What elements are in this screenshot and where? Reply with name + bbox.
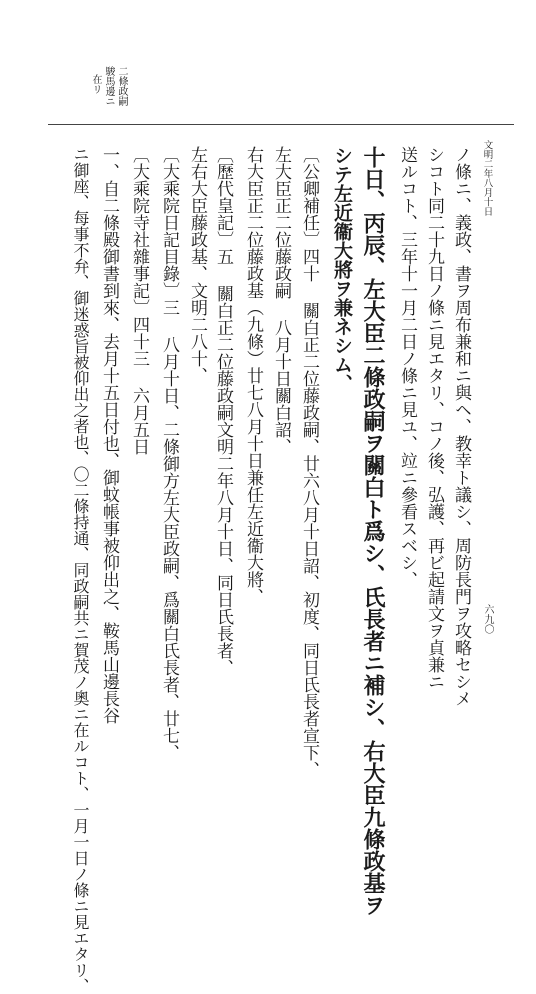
text-column-9: 〔歷代皇記〕五 關白正二位藤政嗣文明二年八月十日、同日氏長者、 xyxy=(213,146,233,676)
text-column-14: ニ御座、每事不弁、御迷惑旨被仰出之者也、〇二條持通、同政嗣共ニ賀茂ノ奧ニ在ルコト、一月一日ノ條ニ見エタリ、 xyxy=(71,146,90,994)
text-column-8: 右大臣正二位藤政基（九條）廿七八月十日兼任左近衞大將、 xyxy=(243,146,263,605)
text-column-3: 送ルコト、三年十一月二日ノ條ニ見ユ、竝ニ參看スベシ、 xyxy=(397,146,417,588)
text-column-11: 〔大乘院日記目錄〕三 八月十日、二條御方左大臣政嗣、爲關白氏長者、廿七、 xyxy=(159,146,179,761)
text-column-5: シテ左近衞大將ヲ兼ネシム、 xyxy=(331,146,353,393)
text-column-6: 〔公卿補任〕四十 關白正二位藤政嗣、廿六八月十日詔、初度、同日氏長者宣下、 xyxy=(299,146,319,778)
text-column-12: 〔大乘院寺社雜事記〕四十三 六月五日 xyxy=(129,146,149,455)
margin-note-line-3: 在リ xyxy=(90,74,101,94)
text-column-2: シコト同二十九日ノ條ニ見エタリ、コノ後、弘護、再ビ起請文ヲ貞兼ニ xyxy=(424,146,444,690)
margin-note-line-1: 二條政嗣 xyxy=(116,66,127,106)
margin-note-line-2: 駿馬邊ニ xyxy=(103,66,114,106)
running-header-date: 文明二年八月十日 xyxy=(481,140,493,216)
text-column-7: 左大臣正二位藤政嗣 八月十日關白詔、 xyxy=(271,146,291,455)
text-column-4: 十日、丙辰、左大臣二條政嗣ヲ關白ト爲シ、氏長者ニ補シ、右大臣九條政基ヲ xyxy=(360,146,386,916)
text-column-1: ノ條ニ、義政、書ヲ周布兼和ニ與ヘ、教幸ト議シ、周防長門ヲ攻略セシメ xyxy=(451,146,471,707)
text-column-13: 一、自二條殿御書到來、去月十五日付也、御蚊帳事被仰出之、鞍馬山邊長谷 xyxy=(99,146,119,724)
top-rule xyxy=(48,124,514,125)
page-number: 六九〇 xyxy=(482,604,493,634)
text-column-10: 左右大臣藤政基、文明二八十、 xyxy=(187,146,207,384)
